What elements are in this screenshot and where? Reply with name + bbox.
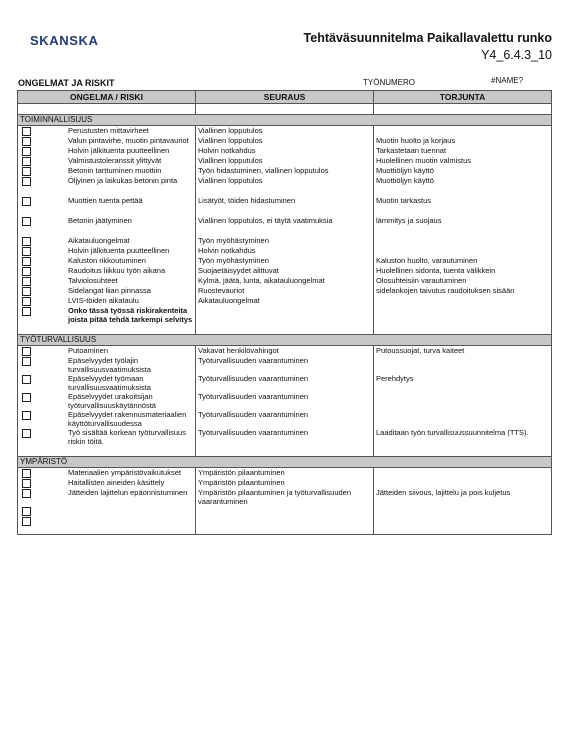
risk-checkbox[interactable] (22, 257, 31, 266)
effect-cell: Työturvallisuuden vaarantuminen (196, 356, 374, 374)
prevention-cell: Tarkastetaan tuennat (374, 146, 552, 156)
risk-text: Materiaalien ympäristövaikutukset (68, 468, 181, 477)
risk-cell (18, 276, 196, 286)
effect-cell (196, 306, 374, 324)
risk-cell (18, 374, 196, 392)
table-row (18, 246, 552, 256)
effect-cell: Työturvallisuuden vaarantuminen (196, 410, 374, 428)
prevention-cell: Kaluston huolto, varautuminen (374, 256, 552, 266)
risk-checkbox[interactable] (22, 411, 31, 420)
risk-text: Työ sisältää korkean työturvallisuus riskin töitä. (68, 428, 186, 446)
risk-item (20, 256, 193, 266)
risk-text: Valmistustoleranssit ylittyvät (68, 156, 162, 165)
table-row (18, 286, 552, 296)
risk-checkbox[interactable] (22, 197, 31, 206)
prevention-cell: Laaditaan työn turvallisuussuunnitelma (TTS). (374, 428, 552, 446)
risk-item (20, 374, 193, 392)
prevention-cell (374, 478, 552, 488)
prevention-cell (374, 296, 552, 306)
risk-text: Jätteiden lajittelun epäonnistuminen (68, 488, 188, 497)
risk-item (20, 156, 193, 166)
risk-table (17, 90, 552, 535)
effect-cell: Holvin notkahdus (196, 146, 374, 156)
risk-text: LVIS-töiden aikataulu (68, 296, 139, 305)
risk-text: Haitallisten aineiden käsittely (68, 478, 165, 487)
risk-checkbox[interactable] (22, 297, 31, 306)
risk-item (20, 478, 193, 488)
risk-cell (18, 246, 196, 256)
risk-cell (18, 176, 196, 186)
risk-text: Muottien tuenta pettää (68, 196, 143, 205)
risk-text: Epäselvyydet työlajin turvallisuusvaatimuksista (68, 356, 151, 374)
section-title: TYÖTURVALLISUUS (18, 335, 552, 346)
risk-item (20, 346, 193, 356)
effect-cell: Viallinen lopputulos (196, 136, 374, 146)
risk-item (20, 296, 193, 306)
spacer-row (18, 324, 552, 335)
column-header-risk: ONGELMA / RISKI (18, 91, 196, 104)
effect-cell: Työn myöhästyminen (196, 256, 374, 266)
table-row (18, 236, 552, 246)
table-row (18, 506, 552, 516)
table-row (18, 126, 552, 137)
prevention-cell (374, 516, 552, 526)
risk-item (20, 468, 193, 478)
effect-cell: Holvin notkahdus (196, 246, 374, 256)
risk-item (20, 286, 193, 296)
risk-text: Perustusten mittavirheet (68, 126, 149, 135)
risk-item (20, 506, 193, 516)
effect-cell: Viallinen lopputulos (196, 176, 374, 186)
risk-cell (18, 146, 196, 156)
prevention-cell (374, 356, 552, 374)
risk-text: Valun pintavirhe, muotin pintavauriot (68, 136, 189, 145)
risk-item (20, 392, 193, 410)
table-row (18, 156, 552, 166)
risk-cell (18, 478, 196, 488)
risk-checkbox[interactable] (22, 357, 31, 366)
column-header-effect: SEURAUS (196, 91, 374, 104)
risk-item (20, 246, 193, 256)
table-row (18, 196, 552, 206)
risk-cell (18, 346, 196, 357)
prevention-cell: Jätteiden siivous, lajittelu ja pois kuljetus (374, 488, 552, 506)
prevention-cell (374, 392, 552, 410)
table-row (18, 392, 552, 410)
table-row (18, 488, 552, 506)
risk-checkbox[interactable] (22, 277, 31, 286)
risk-item (20, 488, 193, 498)
risk-item (20, 306, 193, 324)
risk-checkbox[interactable] (22, 517, 31, 526)
section-title: YMPÄRISTÖ (18, 457, 552, 468)
section-title: TOIMINNALLISUUS (18, 115, 552, 126)
risk-cell (18, 468, 196, 479)
risk-text: Kaluston rikkoutuminen (68, 256, 146, 265)
risk-checkbox[interactable] (22, 375, 31, 384)
risk-item (20, 236, 193, 246)
risk-checkbox[interactable] (22, 469, 31, 478)
risk-cell (18, 410, 196, 428)
spacer-row (18, 186, 552, 196)
section-header-row (18, 457, 552, 468)
risk-checkbox[interactable] (22, 247, 31, 256)
risk-item (20, 166, 193, 176)
spacer-row (18, 104, 552, 115)
risk-cell (18, 166, 196, 176)
risk-item (20, 146, 193, 156)
risk-checkbox[interactable] (22, 507, 31, 516)
risk-text: Epäselvyydet työmaan turvallisuusvaatimuksista (68, 374, 151, 392)
risk-cell (18, 286, 196, 296)
name-placeholder: #NAME? (491, 76, 524, 85)
risk-item (20, 410, 193, 428)
risk-cell (18, 356, 196, 374)
risk-text: Öljyinen ja laikukas betonin pinta (68, 176, 178, 185)
prevention-cell (374, 410, 552, 428)
risk-text: Onko tässä työssä riskirakenteita joista pitää tehdä tarkempi selvitys (68, 306, 193, 324)
risk-text: Holvin jälkituenta puutteellinen (68, 246, 170, 255)
column-header-prevention: TORJUNTA (374, 91, 552, 104)
effect-cell: Viallinen lopputulos (196, 156, 374, 166)
prevention-cell: Muotin huolto ja korjaus (374, 136, 552, 146)
risk-text: Betonin jäätyminen (68, 216, 132, 225)
prevention-cell: Muottiöljyn käyttö (374, 166, 552, 176)
table-row (18, 306, 552, 324)
table-row (18, 216, 552, 226)
table-row (18, 136, 552, 146)
risk-checkbox[interactable] (22, 157, 31, 166)
section-header-row (18, 335, 552, 346)
prevention-cell: sidelankojen taivutus raudoituksen sisään (374, 286, 552, 296)
effect-cell: Ruostevauriot (196, 286, 374, 296)
prevention-cell (374, 246, 552, 256)
risk-checkbox[interactable] (22, 137, 31, 146)
risk-checkbox[interactable] (22, 393, 31, 402)
effect-cell: Työn myöhästyminen (196, 236, 374, 246)
prevention-cell (374, 236, 552, 246)
risk-item (20, 216, 193, 226)
risk-cell (18, 216, 196, 226)
table-row (18, 346, 552, 357)
prevention-cell: lämmitys ja suojaus (374, 216, 552, 226)
work-number-label: TYÖNUMERO (363, 78, 415, 87)
risk-text: Talviolosuhteet (68, 276, 118, 285)
risk-text: Epäselvyydet urakoitsijan työturvallisuuskäytännöstä (68, 392, 156, 410)
risk-checkbox[interactable] (22, 167, 31, 176)
risk-checkbox[interactable] (22, 127, 31, 136)
risk-text: Holvin jälkituenta puutteellinen (68, 146, 170, 155)
table-row (18, 478, 552, 488)
risk-cell (18, 506, 196, 516)
risk-item (20, 516, 193, 526)
risk-text: Sidelangat liian pinnassa (68, 286, 151, 295)
effect-cell: Suojaetäisyydet alittuvat (196, 266, 374, 276)
effect-cell (196, 516, 374, 526)
prevention-cell: Perehdytys (374, 374, 552, 392)
section-header-row (18, 115, 552, 126)
effect-cell: Kylmä, jäätä, lunta, aikatauluongelmat (196, 276, 374, 286)
risk-item (20, 196, 193, 206)
risk-cell (18, 392, 196, 410)
risk-cell (18, 296, 196, 306)
table-row (18, 256, 552, 266)
prevention-cell (374, 126, 552, 137)
prevention-cell: Muottiöljyn käyttö (374, 176, 552, 186)
effect-cell: Ympäristön pilaantuminen (196, 468, 374, 479)
effect-cell: Työturvallisuuden vaarantuminen (196, 392, 374, 410)
table-header-row (18, 91, 552, 104)
effect-cell: Työn hidastuminen, viallinen lopputulos (196, 166, 374, 176)
section-title: ONGELMAT JA RISKIT (18, 78, 115, 88)
risk-text: Raudoitus liikkuu työn aikana (68, 266, 166, 275)
prevention-cell: Olosuhteisiin varautuminen (374, 276, 552, 286)
table-row (18, 166, 552, 176)
effect-cell: Viallinen lopputulos (196, 126, 374, 137)
prevention-cell: Huolellinen muotin valmistus (374, 156, 552, 166)
risk-cell (18, 136, 196, 146)
risk-item (20, 428, 193, 446)
risk-checkbox[interactable] (22, 147, 31, 156)
company-logo: SKANSKA (30, 33, 99, 48)
risk-checkbox[interactable] (22, 237, 31, 246)
effect-cell: Ympäristön pilaantuminen ja työturvallisuuden vaarantuminen (196, 488, 374, 506)
effect-cell: Lisätyöt, töiden hidastuminen (196, 196, 374, 206)
risk-checkbox[interactable] (22, 307, 31, 316)
risk-cell (18, 156, 196, 166)
risk-cell (18, 236, 196, 246)
table-row (18, 516, 552, 526)
effect-cell: Viallinen lopputulos, ei täytä vaatimuksia (196, 216, 374, 226)
risk-cell (18, 266, 196, 276)
risk-cell (18, 126, 196, 137)
spacer-row (18, 446, 552, 457)
risk-cell (18, 306, 196, 324)
table-row (18, 410, 552, 428)
table-row (18, 356, 552, 374)
risk-checkbox[interactable] (22, 489, 31, 498)
risk-checkbox[interactable] (22, 217, 31, 226)
table-row (18, 428, 552, 446)
risk-cell (18, 196, 196, 206)
risk-item (20, 136, 193, 146)
risk-checkbox[interactable] (22, 267, 31, 276)
risk-text: Epäselvyydet rakennusmateriaalien käyttöturvallisuudessa (68, 410, 187, 428)
risk-item (20, 176, 193, 186)
table-row (18, 176, 552, 186)
risk-checkbox[interactable] (22, 287, 31, 296)
risk-text: Putoaminen (68, 346, 109, 355)
table-end-row (18, 526, 552, 535)
risk-text: Betonin tarttuminen muottiin (68, 166, 162, 175)
document-code: Y4_6.4.3_10 (481, 48, 552, 62)
table-row (18, 276, 552, 286)
risk-checkbox[interactable] (22, 429, 31, 438)
effect-cell: Vakavat henkilövahingot (196, 346, 374, 357)
table-body (18, 104, 552, 535)
risk-checkbox[interactable] (22, 347, 31, 356)
spacer-row (18, 206, 552, 216)
prevention-cell: Muotin tarkastus (374, 196, 552, 206)
table-row (18, 296, 552, 306)
spacer-row (18, 226, 552, 236)
risk-item (20, 266, 193, 276)
prevention-cell (374, 468, 552, 479)
table-row (18, 146, 552, 156)
prevention-cell (374, 506, 552, 516)
prevention-cell (374, 306, 552, 324)
risk-item (20, 356, 193, 374)
table-row (18, 374, 552, 392)
effect-cell: Ympäristön pilaantuminen (196, 478, 374, 488)
prevention-cell: Huolellinen sidonta, tuenta välikkein (374, 266, 552, 276)
effect-cell: Työturvallisuuden vaarantuminen (196, 374, 374, 392)
table-row (18, 266, 552, 276)
effect-cell: Työturvallisuuden vaarantuminen (196, 428, 374, 446)
risk-checkbox[interactable] (22, 479, 31, 488)
risk-text: Aikatauluongelmat (68, 236, 130, 245)
document-title: Tehtäväsuunnitelma Paikallavalettu runko (303, 31, 552, 45)
prevention-cell: Putoussuojat, turva kaiteet (374, 346, 552, 357)
risk-checkbox[interactable] (22, 177, 31, 186)
effect-cell: Aikatauluongelmat (196, 296, 374, 306)
risk-cell (18, 256, 196, 266)
risk-cell (18, 516, 196, 526)
table-row (18, 468, 552, 479)
effect-cell (196, 506, 374, 516)
risk-cell (18, 428, 196, 446)
risk-cell (18, 488, 196, 506)
risk-item (20, 276, 193, 286)
risk-item (20, 126, 193, 136)
